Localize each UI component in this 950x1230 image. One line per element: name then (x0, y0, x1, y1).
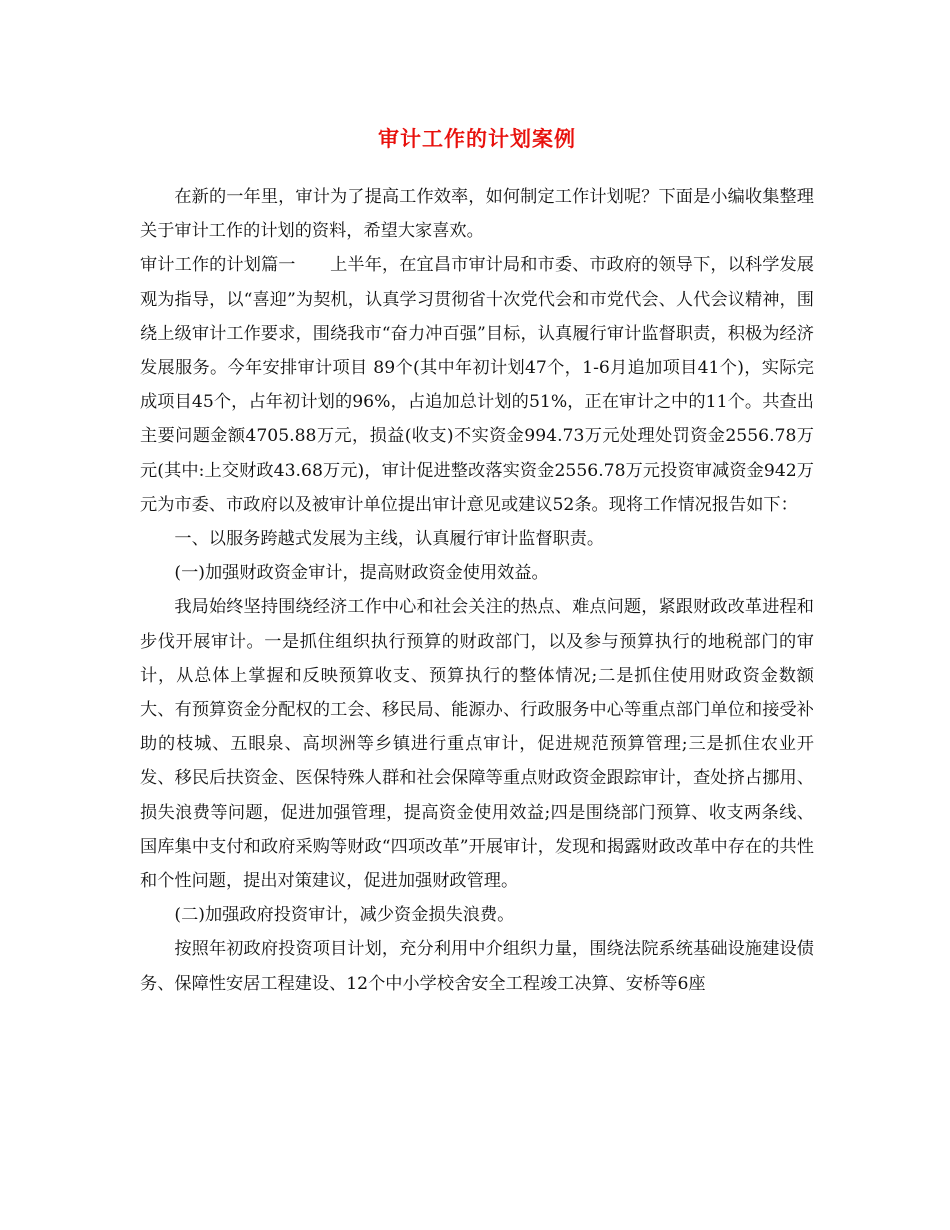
finance-audit-paragraph: 我局始终坚持围绕经济工作中心和社会关注的热点、难点问题，紧跟财政改革进程和步伐开展审计。一是抓住组织执行预算的财政部门，以及参与预算执行的地税部门的审计，从总体上掌握和反映预算收支、预算执行的整体情况;二是抓住使用财政资金数额大、有预算资金分配权的工会、移民局、能源办、行政服务中心等重点部门单位和接受补助的枝城、五眼泉、高坝洲等乡镇进行重点审计，促进规范预算管理;三是抓住农业开发、移民后扶资金、医保特殊人群和社会保障等重点财政资金跟踪审计，查处挤占挪用、损失浪费等问题，促进加强管理，提高资金使用效益;四是围绕部门预算、收支两条线、国库集中支付和政府采购等财政“四项改革”开展审计，发现和揭露财政改革中存在的共性和个性问题，提出对策建议，促进加强财政管理。 (140, 597, 814, 892)
subheading-two-paragraph: (二)加强政府投资审计，减少资金损失浪费。 (174, 905, 515, 926)
document-title: 审计工作的计划案例 (378, 126, 576, 151)
investment-audit-paragraph: 按照年初政府投资项目计划，充分利用中介组织力量，围绕法院系统基础设施建设债务、保障性安居工程建设、12个中小学校舍安全工程竣工决算、安桥等6座 (140, 939, 814, 994)
plan-section-paragraph: 审计工作的计划篇一 上半年，在宜昌市审计局和市委、市政府的领导下，以科学发展观为指导，以“喜迎”为契机，认真学习贯彻省十次党代会和市党代会、人代会议精神，围绕上级审计工作要求，围绕我市“奋力冲百强”目标，认真履行审计监督职责，积极为经济发展服务。今年安排审计项目 89个(其中年初计划47个，1-6月追加项目41个)，实际完成项目45个，占年初计划的96%，占追加总计划的51%，正在审计之中的11个。共查出主要问题金额4705.88万元，损益(收支)不实资金994.73万元处理处罚资金2556.78万元(其中:上交财政43.68万元)，审计促进整改落实资金2556.78万元投资审减资金942万元为市委、市政府以及被审计单位提出审计意见或建议52条。现将工作情况报告如下： (140, 255, 814, 515)
subheading-one-paragraph: (一)加强财政资金审计，提高财政资金使用效益。 (174, 563, 549, 584)
intro-paragraph: 在新的一年里，审计为了提高工作效率，如何制定工作计划呢？下面是小编收集整理关于审计工作的计划的资料，希望大家喜欢。 (140, 187, 814, 242)
document-body (140, 180, 814, 1001)
heading-one-paragraph: 一、以服务跨越式发展为主线，认真履行审计监督职责。 (174, 529, 605, 550)
